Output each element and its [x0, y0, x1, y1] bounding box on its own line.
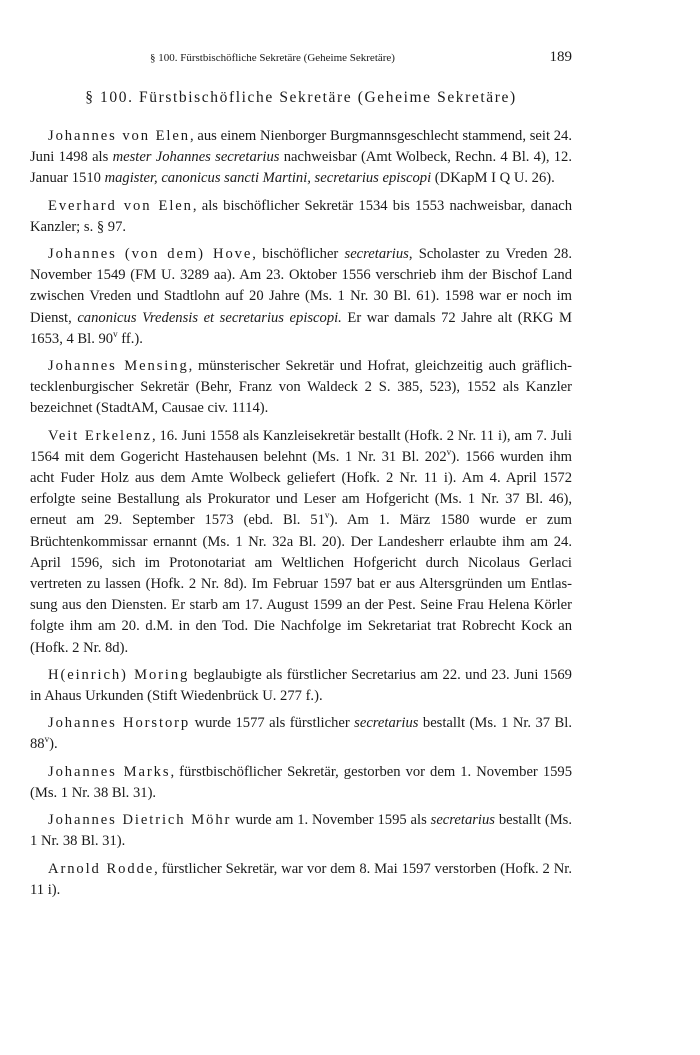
italic-quotation: mester Johannes secretarius: [112, 149, 280, 166]
running-head-title: § 100. Fürstbischöfliche Sekretäre (Geheime Sekretäre): [150, 52, 395, 64]
entry-name: Veit Erkelenz: [48, 427, 152, 444]
entry: [30, 356, 572, 420]
entry-text: wurde am 1. November 1595 als: [231, 812, 431, 829]
entry: [30, 859, 572, 901]
entry: [30, 665, 572, 707]
entry-text: (DKapM I Q U. 26).: [431, 170, 555, 187]
entry-text: wurde 1577 als fürstlicher: [190, 715, 355, 732]
italic-quotation: secretarius: [430, 812, 495, 829]
entry: [30, 426, 572, 659]
verso-superscript: v: [113, 328, 118, 339]
entry-name: H(einrich) Moring: [48, 666, 190, 683]
entry-list: [30, 126, 572, 907]
verso-superscript: v: [324, 510, 330, 521]
entry-text: , bischöflicher: [252, 246, 345, 263]
entry-name: Johannes Marks: [48, 763, 171, 780]
entry: [30, 762, 572, 804]
italic-quotation: secretarius: [344, 246, 409, 263]
entry: [30, 196, 572, 238]
verso-superscript: v: [446, 446, 452, 457]
italic-quotation: secretarius: [354, 715, 419, 732]
entry-text: , 16. Juni 1558 als Kanzleisekretär bestallt (Hofk. 2 Nr. 11 i), am 7. Juli 1564 mit dem Gogericht Hastehausen belehnt (Ms. 1 Nr. 31 Bl. 202: [30, 427, 572, 465]
entry: [30, 126, 572, 190]
entry-text: ). 1566 wurden ihm acht Fuder Holz aus dem Amte Wolbeck geliefert (Hofk. 2 Nr. 11 i). Am 4. April 1572 erfolgte seine Bestallung als Prokurator und Leser am Hofgericht (Ms. 1 Nr. 37 Bl. 46), erneut am 29. September 1573 (ebd. Bl. 51: [30, 448, 572, 529]
entry-text: ff.).: [117, 330, 143, 347]
entry-name: Johannes (von dem) Hove: [48, 246, 253, 263]
entry-text: , münsterischer Sekretär und Hofrat, gleichzeitig auch gräflich-tecklenburgischer Sekretär (Behr, Franz von Waldeck 2 S. 385, 523), 1552 als Kanzler bezeichnet (StadtAM, Causae civ. 1114).: [30, 358, 572, 417]
entry-text: , als bischöflicher Sekretär 1534 bis 1553 nachweisbar, danach Kanzler; s. § 97.: [30, 197, 572, 235]
entry: [30, 810, 572, 852]
italic-quotation: canonicus Vredensis et secretarius episcopi.: [77, 309, 342, 326]
entry-name: Everhard von Elen: [48, 197, 193, 214]
italic-quotation: magister, canonicus sancti Martini, secretarius episcopi: [104, 170, 432, 187]
entry: [30, 713, 572, 755]
section-heading: § 100. Fürstbischöfliche Sekretäre (Geheime Sekretäre): [85, 89, 517, 106]
entry-name: Johannes Dietrich Möhr: [48, 812, 232, 829]
verso-superscript: v: [44, 734, 50, 745]
entry-text: , fürstbischöflicher Sekretär, gestorben vor dem 1. November 1595 (Ms. 1 Nr. 38 Bl. 31).: [30, 763, 573, 801]
entry-name: Johannes Horstorp: [48, 715, 191, 732]
running-head: [30, 49, 572, 72]
page-number: 189: [549, 49, 572, 65]
entry-text: bestallt (Ms. 1 Nr. 38 Bl. 31).: [30, 812, 573, 850]
entry-text: ).: [49, 736, 58, 753]
entry-text: , aus einem Nienborger Burgmannsgeschlecht stammend, seit 24. Juni 1498 als: [30, 128, 573, 166]
entry-name: Johannes Mensing: [48, 358, 189, 375]
entry-text: , Scholaster zu Vreden 28. November 1549 (FM U. 3289 aa). Am 23. Oktober 1556 verschrieb ihm der Bischof Land zwischen Vreden und Stadtlohn auf 20 Jahre (Ms. 1 Nr. 30 Bl. 61). 1598 war er noch im Dienst,: [30, 246, 572, 326]
entry-name: Johannes von Elen: [48, 128, 190, 144]
entry-text: , fürstlicher Sekretär, war vor dem 8. Mai 1597 verstorben (Hofk. 2 Nr. 11 i).: [30, 860, 572, 898]
entry-text: ). Am 1. März 1580 wurde er zum Brüchtenkommissar ernannt (Ms. 1 Nr. 32a Bl. 20). Der Landesherr erlaubte ihm am 24. April 1596, sich im Protonotariat am Weltlichen Hofgericht durch Nicolaus Gerlaci vertreten zu lassen (Hofk. 2 Nr. 8d). Im Februar 1597 bat er aus Altersgründen um Entlassung aus den Diensten. Er starb am 17. August 1599 an der Pest. Seine Frau Helena Körler folgte ihm am 20. d.M. in den Tod. Die Nachfolge im Sekretariat trat Robrecht Kock an (Hofk. 2 Nr. 8d).: [30, 512, 572, 656]
entry-text: bestallt (Ms. 1 Nr. 37 Bl. 88: [30, 715, 572, 753]
entry: [30, 244, 572, 350]
entry-name: Arnold Rodde: [48, 860, 155, 877]
entry-text: beglaubigte als fürstlicher Secretarius am 22. und 23. Juni 1569 in Ahaus Urkunden (Stift Wiedenbrück U. 277 f.).: [30, 666, 572, 705]
entry-text: Er war damals 72 Jahre alt (RKG M 1653, 4 Bl. 90: [30, 309, 573, 347]
entry-text: nachweisbar (Amt Wolbeck, Rechn. 4 Bl. 4), 12. Januar 1510: [30, 149, 572, 187]
